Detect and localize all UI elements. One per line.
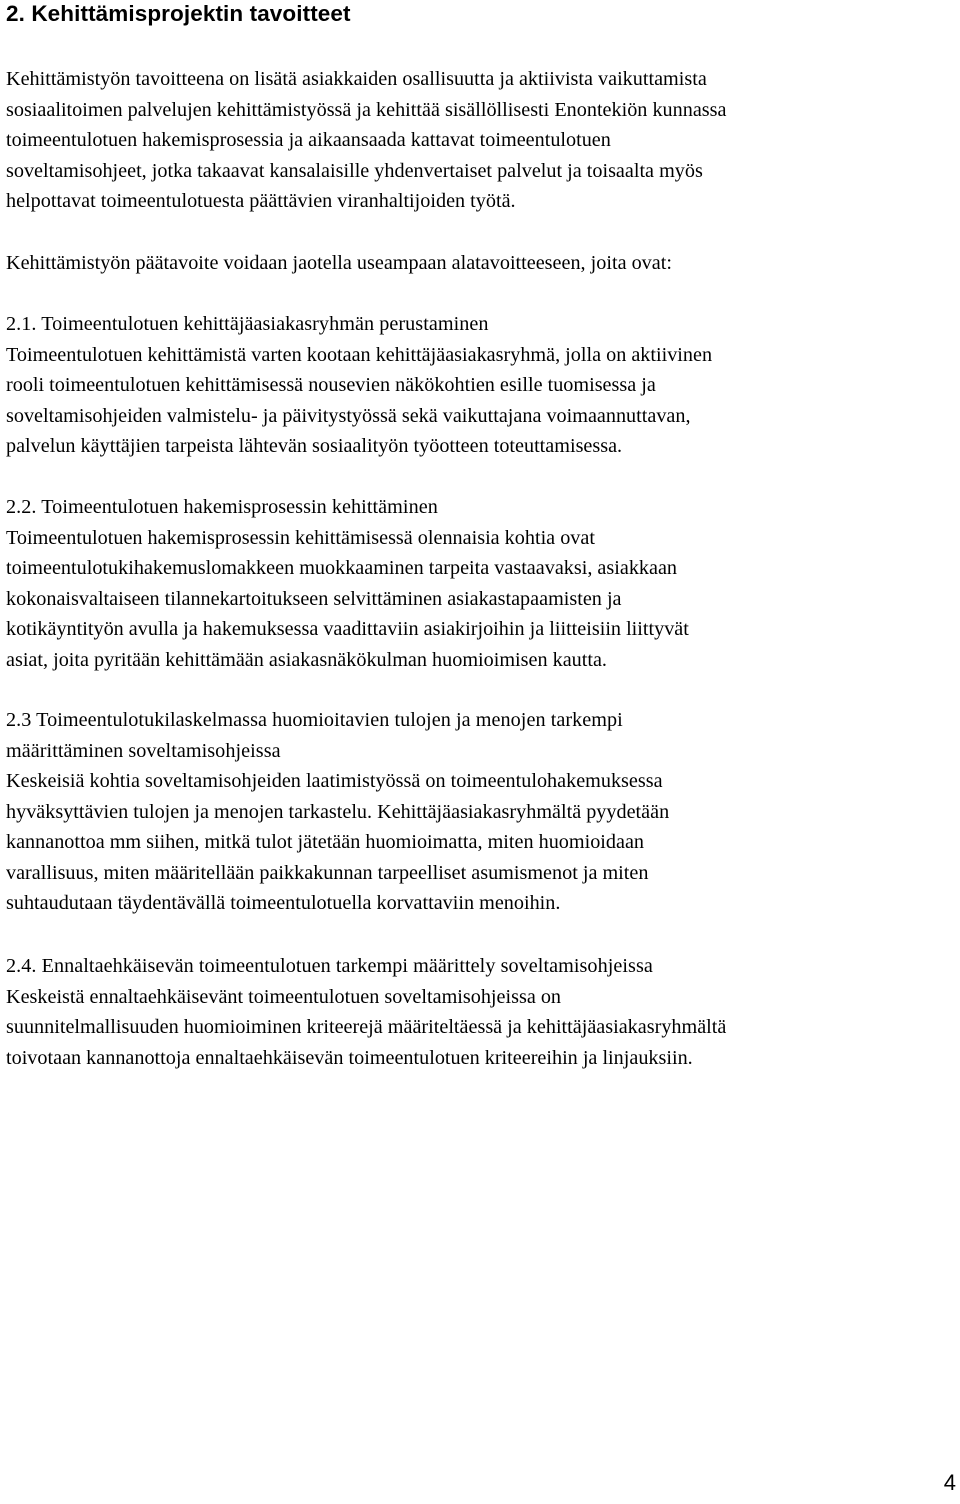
section-2-2 xyxy=(6,492,689,675)
paragraph-line: Toimeentulotuen kehittämistä varten kootaan kehittäjäasiakasryhmä, jolla on aktiivinen xyxy=(6,343,713,366)
paragraph-line: Kehittämistyön tavoitteena on lisätä asiakkaiden osallisuutta ja aktiivista vaikuttamista xyxy=(6,68,707,90)
paragraph-line: sosiaalitoimen palvelujen kehittämistyössä ja kehittää sisällöllisesti Enontekiön kunnassa xyxy=(6,98,727,121)
paragraph-line: palvelun käyttäjien tarpeista lähtevän sosiaalityön työotteen toteuttamisessa. xyxy=(6,435,623,457)
subsection-title-continued: määrittäminen soveltamisohjeissa xyxy=(6,739,281,762)
paragraph-line: suunnitelmallisuuden huomioiminen kriteerejä määriteltäessä ja kehittäjäasiakasryhmältä xyxy=(6,1016,727,1038)
paragraph-line: Toimeentulotuen hakemisprosessin kehittämisessä olennaisia kohtia ovat xyxy=(6,526,595,549)
paragraph-line: hyväksyttävien tulojen ja menojen tarkastelu. Kehittäjäasiakasryhmältä pyydetään xyxy=(6,800,670,823)
paragraph-line: helpottavat toimeentulotuesta päättävien viranhaltijoiden työtä. xyxy=(6,190,516,212)
section-2-4 xyxy=(6,951,726,1073)
section-heading-block xyxy=(6,0,351,28)
section-heading: 2. Kehittämisprojektin tavoitteet xyxy=(6,1,351,26)
paragraph-line: soveltamisohjeiden valmistelu- ja päivitystyössä sekä vaikuttajana voimaannuttavan, xyxy=(6,404,691,427)
section-2-1 xyxy=(6,309,712,462)
paragraph-line: Keskeistä ennaltaehkäisevänt toimeentulotuen soveltamisohjeissa on xyxy=(6,985,562,1008)
subsection-title: 2.2. Toimeentulotuen hakemisprosessin kehittäminen xyxy=(6,496,438,518)
paragraph-line: rooli toimeentulotuen kehittämisessä nousevien näkökohtien esille tuomisessa ja xyxy=(6,374,656,396)
subsection-title: 2.3 Toimeentulotukilaskelmassa huomioitavien tulojen ja menojen tarkempi xyxy=(6,709,623,731)
paragraph-line: kannanottoa mm siihen, mitkä tulot jätetään huomioimatta, miten huomioidaan xyxy=(6,831,645,853)
paragraph-line: varallisuus, miten määritellään paikkakunnan tarpeelliset asumismenot ja miten xyxy=(6,861,649,884)
paragraph-line: suhtaudutaan täydentävällä toimeentulotuella korvattaviin menoihin. xyxy=(6,892,561,914)
subsection-title: 2.4. Ennaltaehkäisevän toimeentulotuen tarkempi määrittely soveltamisohjeissa xyxy=(6,955,653,977)
sub-intro-paragraph xyxy=(6,248,672,279)
paragraph-line: kotikäyntityön avulla ja hakemuksessa vaadittaviin asiakirjoihin ja liitteisiin liittyvät xyxy=(6,618,689,640)
paragraph-line: toimeentulotukihakemuslomakkeen muokkaaminen tarpeita vastaavaksi, asiakkaan xyxy=(6,557,678,579)
page-number: 4 xyxy=(943,1470,956,1495)
subsection-title: 2.1. Toimeentulotuen kehittäjäasiakasryhmän perustaminen xyxy=(6,313,489,335)
paragraph-line: toimeentulotuen hakemisprosessia ja aikaansaada kattavat toimeentulotuen xyxy=(6,129,611,151)
paragraph-line: Kehittämistyön päätavoite voidaan jaotella useampaan alatavoitteeseen, joita ovat: xyxy=(6,252,672,274)
paragraph-line: toivotaan kannanottoja ennaltaehkäisevän toimeentulotuen kriteereihin ja linjauksiin. xyxy=(6,1046,693,1069)
paragraph-line: soveltamisohjeet, jotka takaavat kansalaisille yhdenvertaiset palvelut ja toisaalta myös xyxy=(6,159,703,182)
section-2-3 xyxy=(6,705,669,919)
paragraph-line: kokonaisvaltaiseen tilannekartoitukseen selvittäminen asiakastapaamisten ja xyxy=(6,587,622,610)
paragraph-line: Keskeisiä kohtia soveltamisohjeiden laatimistyössä on toimeentulohakemuksessa xyxy=(6,770,663,792)
intro-paragraph xyxy=(6,64,726,217)
paragraph-line: asiat, joita pyritään kehittämään asiakasnäkökulman huomioimisen kautta. xyxy=(6,648,607,671)
